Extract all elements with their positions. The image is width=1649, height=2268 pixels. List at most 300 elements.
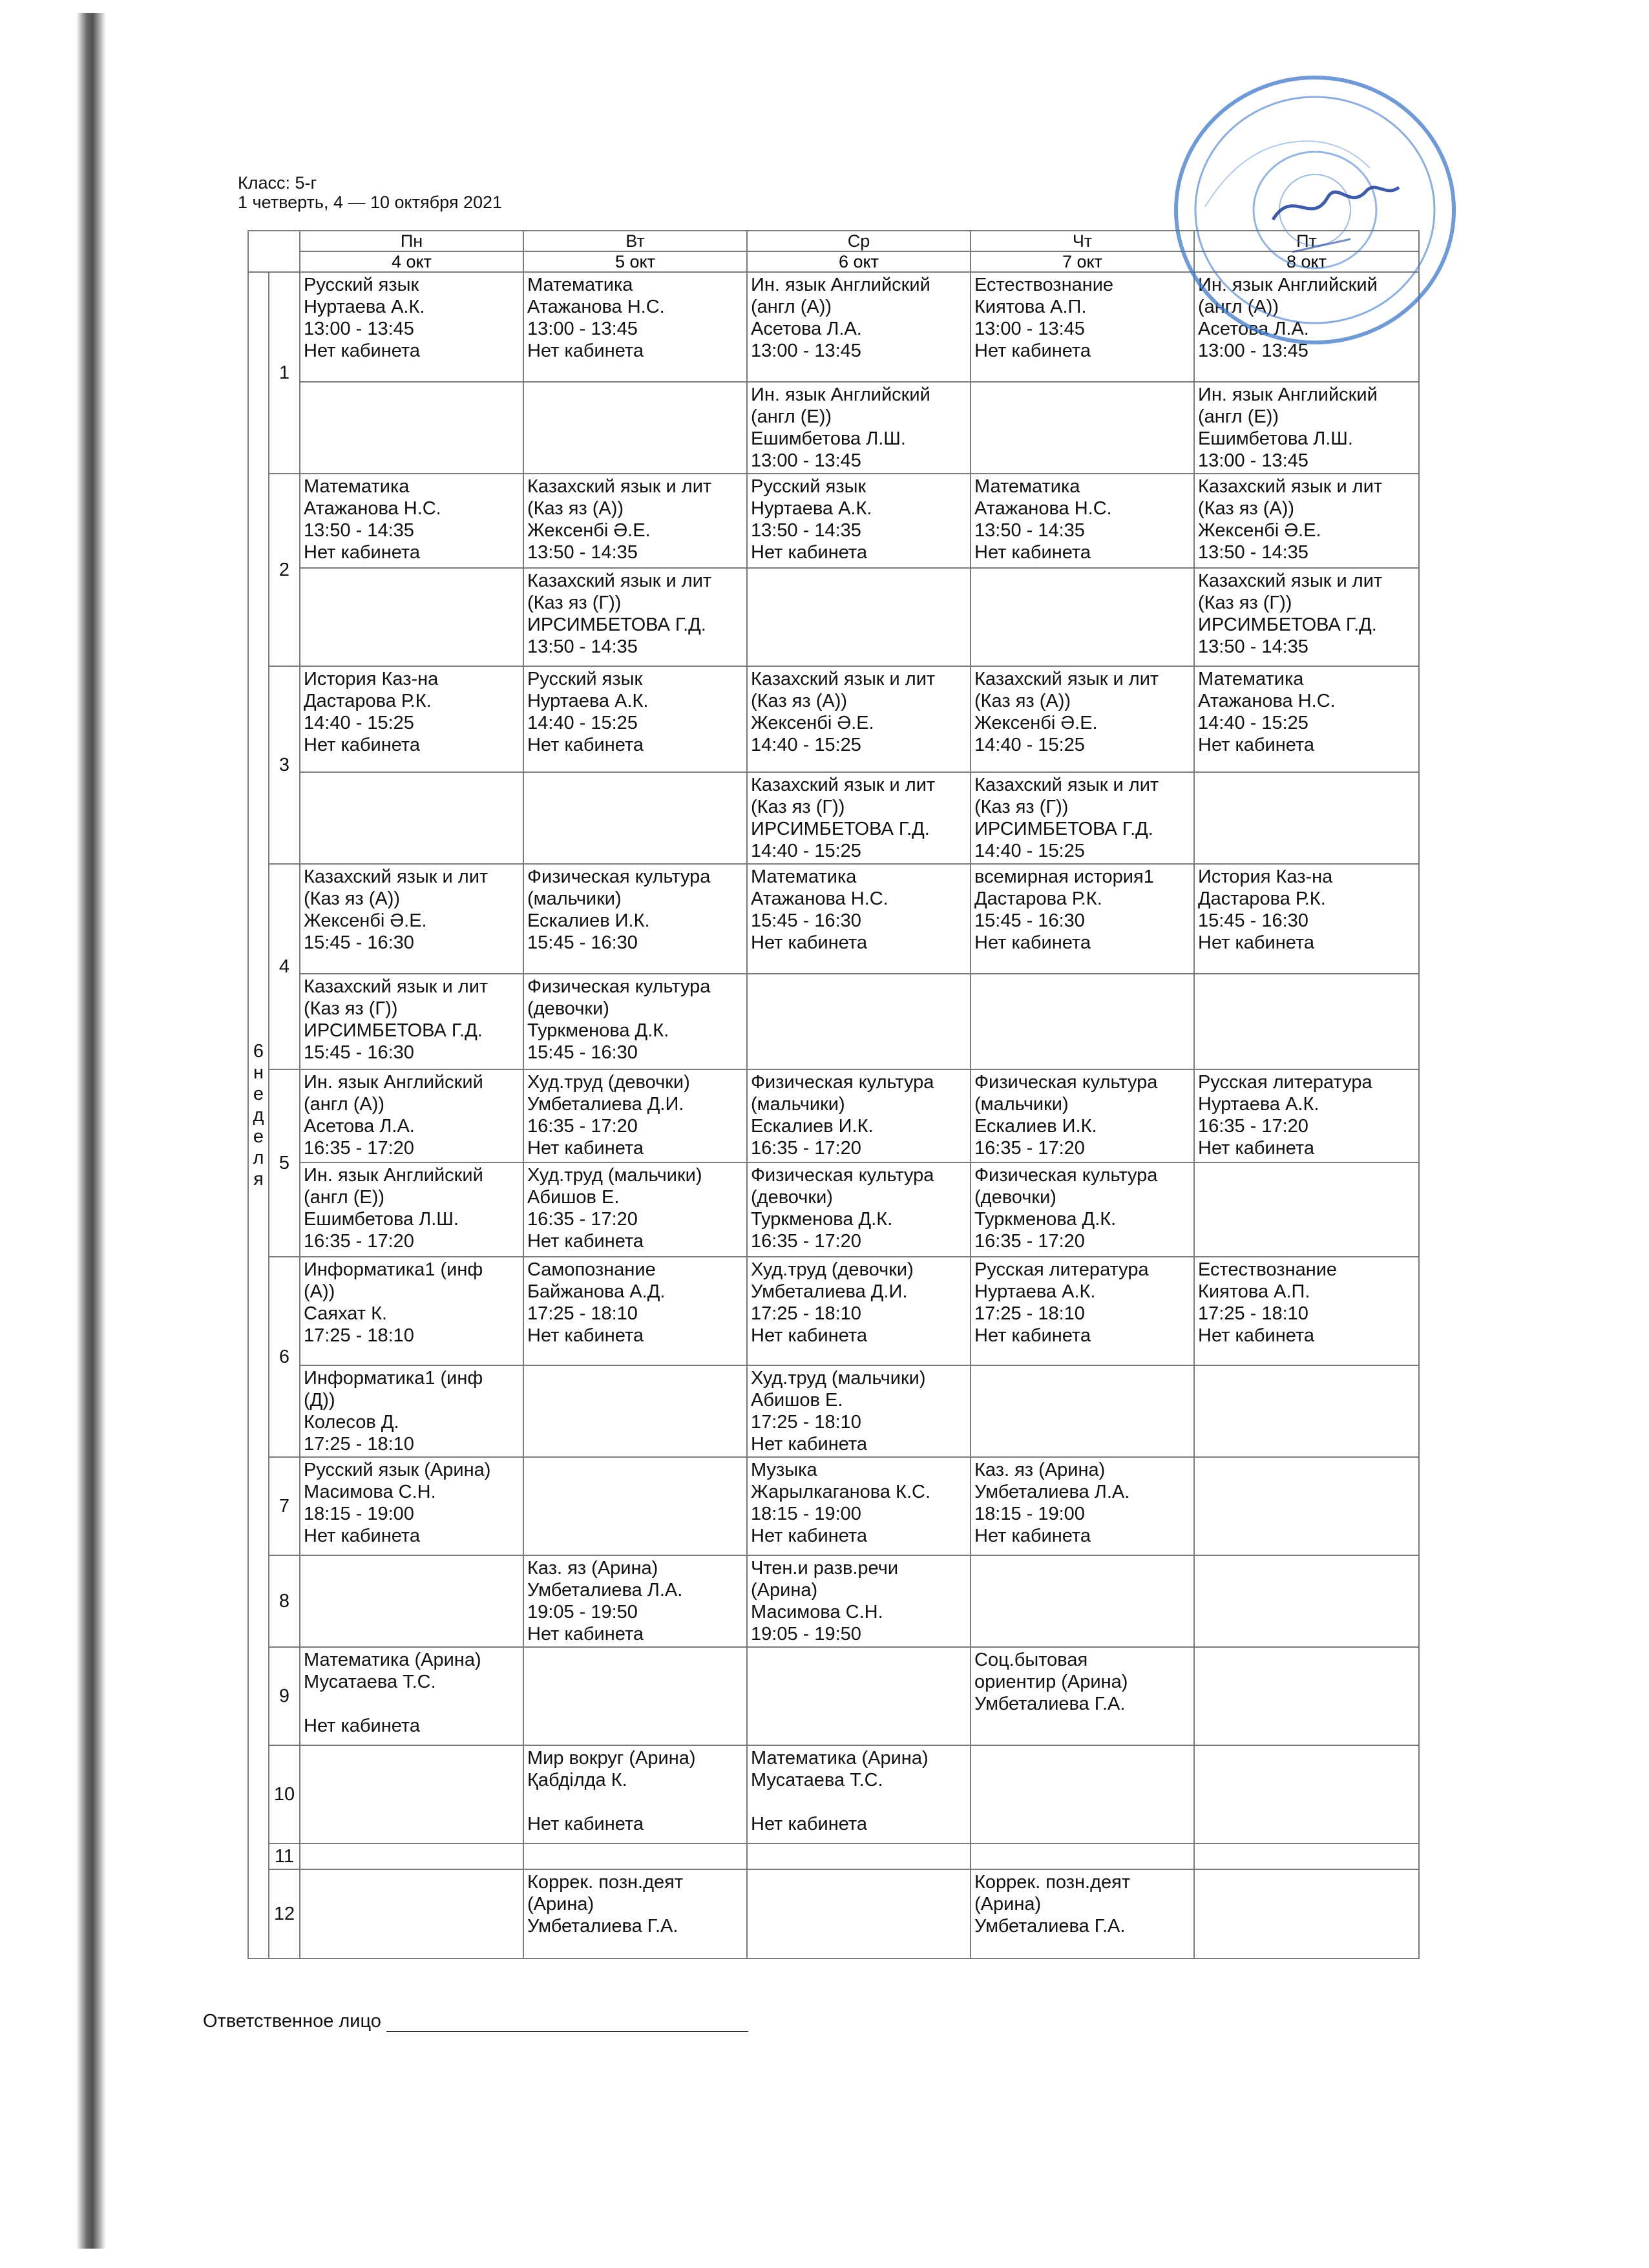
lesson-cell — [747, 1257, 971, 1365]
lesson-line: Нуртаева А.К. — [1198, 1094, 1319, 1115]
lesson-cell — [1194, 1843, 1419, 1869]
lesson-line: Жексенбі Ә.Е. — [974, 713, 1098, 733]
lesson-line: 17:25 - 18:10 — [751, 1412, 861, 1433]
lesson-line: (девочки) — [751, 1187, 833, 1208]
lesson-cell — [523, 666, 747, 772]
week-label-glyph: е — [253, 1083, 264, 1104]
lesson-line: (англ (А)) — [1198, 297, 1279, 317]
lesson-line: (англ (А)) — [751, 297, 832, 317]
lesson-line: 16:35 - 17:20 — [527, 1209, 638, 1230]
date-header: 5 окт — [523, 251, 747, 272]
lesson-cell — [747, 1869, 971, 1958]
lesson-cell — [747, 382, 971, 474]
lesson-cell — [523, 1162, 747, 1257]
lesson-line: 13:00 - 13:45 — [527, 319, 638, 339]
lesson-line: Мир вокруг (Арина) — [527, 1748, 696, 1769]
lesson-cell — [523, 1745, 747, 1843]
lesson-line: 16:35 - 17:20 — [304, 1138, 414, 1159]
lesson-line: Нет кабинета — [751, 542, 867, 563]
lesson-cell — [747, 474, 971, 568]
lesson-cell — [1194, 1555, 1419, 1647]
lesson-line — [527, 1791, 743, 1813]
lesson-line: Масимова С.Н. — [304, 1482, 436, 1502]
lesson-line: Асетова Л.А. — [1198, 319, 1309, 339]
day-header: Чт — [971, 231, 1194, 251]
lesson-line: Нет кабинета — [1198, 1325, 1314, 1346]
lesson-line: Умбеталиева Г.А. — [527, 1916, 678, 1937]
lesson-line: ИРСИМБЕТОВА Г.Д. — [974, 819, 1153, 839]
lesson-cell — [747, 1843, 971, 1869]
lesson-line: Казахский язык и лит — [1198, 571, 1383, 591]
date-header: 8 окт — [1194, 251, 1419, 272]
lesson-line: Нет кабинета — [527, 1138, 644, 1159]
document-header — [238, 173, 502, 212]
lesson-cell — [300, 1365, 523, 1457]
lesson-number: 6 — [269, 1257, 300, 1457]
lesson-line: Нет кабинета — [1198, 1138, 1314, 1159]
lesson-cell — [971, 1869, 1194, 1958]
lesson-line: (Каз яз (А)) — [304, 888, 401, 909]
lesson-line: Русский язык — [751, 476, 867, 497]
lesson-cell — [971, 1843, 1194, 1869]
week-label-glyph: 6 — [253, 1040, 264, 1062]
lesson-line: 15:45 - 16:30 — [527, 1042, 638, 1063]
lesson-cell — [523, 1869, 747, 1958]
lesson-line: 16:35 - 17:20 — [1198, 1116, 1308, 1137]
lesson-cell — [747, 1457, 971, 1555]
lesson-line: Русский язык — [527, 669, 643, 689]
lesson-cell — [1194, 1647, 1419, 1745]
lesson-line: Туркменова Д.К. — [751, 1209, 893, 1230]
lesson-line: Казахский язык и лит — [527, 476, 712, 497]
lesson-number: 7 — [269, 1457, 300, 1555]
lesson-cell — [523, 568, 747, 666]
lesson-line: Физическая культура — [974, 1165, 1158, 1186]
lesson-line: (Д)) — [304, 1390, 335, 1411]
week-label-glyph: е — [253, 1126, 264, 1147]
lesson-cell — [971, 382, 1194, 474]
lesson-number: 11 — [269, 1843, 300, 1869]
lesson-cell — [523, 1365, 747, 1457]
lesson-line: 17:25 - 18:10 — [527, 1303, 638, 1324]
lesson-line: Жексенбі Ә.Е. — [527, 520, 651, 541]
lesson-cell — [523, 1069, 747, 1162]
lesson-cell — [523, 272, 747, 382]
lesson-cell — [300, 382, 523, 474]
lesson-line: 17:25 - 18:10 — [304, 1325, 414, 1346]
lesson-line: Нет кабинета — [527, 1325, 644, 1346]
lesson-cell — [971, 1745, 1194, 1843]
responsible-person-line — [203, 2011, 748, 2032]
lesson-line: 18:15 - 19:00 — [304, 1504, 414, 1524]
lesson-cell — [971, 568, 1194, 666]
lesson-cell — [971, 1162, 1194, 1257]
lesson-cell — [300, 1457, 523, 1555]
lesson-cell — [1194, 666, 1419, 772]
lesson-line: Казахский язык и лит — [304, 866, 488, 887]
week-label-glyph: д — [253, 1104, 264, 1126]
lesson-line: Асетова Л.А. — [751, 319, 862, 339]
lesson-line: Русская литература — [974, 1259, 1149, 1280]
lesson-line: 15:45 - 16:30 — [974, 910, 1085, 931]
lesson-line: Ешимбетова Л.Ш. — [1198, 428, 1353, 449]
lesson-line: Нет кабинета — [304, 542, 420, 563]
lesson-cell — [300, 1162, 523, 1257]
lesson-line: Нет кабинета — [1198, 735, 1314, 755]
lesson-line: 13:00 - 13:45 — [751, 341, 861, 361]
lesson-line: Нет кабинета — [751, 1814, 867, 1834]
corner-cell — [248, 231, 300, 272]
lesson-line: Математика (Арина) — [751, 1748, 929, 1769]
lesson-line: Мусатаева Т.С. — [751, 1770, 883, 1790]
lesson-cell — [971, 974, 1194, 1069]
lesson-line: Атажанова Н.С. — [1198, 691, 1336, 711]
lesson-line: Умбеталиева Л.А. — [527, 1580, 683, 1601]
lesson-line: Қабділда К. — [527, 1770, 627, 1790]
lesson-number: 5 — [269, 1069, 300, 1257]
lesson-line: Коррек. позн.деят — [974, 1872, 1131, 1893]
lesson-line: 13:50 - 14:35 — [304, 520, 414, 541]
lesson-line: Нет кабинета — [527, 1624, 644, 1644]
lesson-line: Худ.труд (мальчики) — [751, 1368, 926, 1389]
lesson-line: Умбеталиева Д.И. — [751, 1281, 908, 1302]
lesson-number: 12 — [269, 1869, 300, 1958]
lesson-line: 15:45 - 16:30 — [527, 932, 638, 953]
lesson-line: Нет кабинета — [974, 1325, 1091, 1346]
lesson-line: Математика (Арина) — [304, 1650, 481, 1670]
lesson-line: Казахский язык и лит — [527, 571, 712, 591]
lesson-line: 13:00 - 13:45 — [751, 450, 861, 471]
lesson-line: Физическая культура — [751, 1072, 934, 1093]
lesson-line: Самопознание — [527, 1259, 656, 1280]
lesson-line: Каз. яз (Арина) — [974, 1460, 1106, 1480]
lesson-cell — [1194, 974, 1419, 1069]
day-header: Пн — [300, 231, 523, 251]
lesson-cell — [1194, 1869, 1419, 1958]
lesson-line: Худ.труд (мальчики) — [527, 1165, 702, 1186]
lesson-cell — [971, 864, 1194, 974]
lesson-line: (мальчики) — [974, 1094, 1069, 1115]
lesson-cell — [747, 568, 971, 666]
lesson-line: (Арина) — [751, 1580, 818, 1601]
lesson-cell — [300, 1647, 523, 1745]
lesson-line: 17:25 - 18:10 — [974, 1303, 1085, 1324]
lesson-line: Умбеталиева Г.А. — [974, 1916, 1126, 1937]
date-header: 4 окт — [300, 251, 523, 272]
lesson-line: (Каз яз (Г)) — [1198, 593, 1292, 613]
lesson-line: (Каз яз (Г)) — [304, 998, 398, 1019]
lesson-line: Умбеталиева Г.А. — [974, 1694, 1126, 1714]
lesson-line: ИРСИМБЕТОВА Г.Д. — [304, 1020, 483, 1041]
lesson-number: 3 — [269, 666, 300, 864]
lesson-line: Нуртаева А.К. — [974, 1281, 1096, 1302]
lesson-line: Туркменова Д.К. — [527, 1020, 669, 1041]
lesson-line: 19:05 - 19:50 — [527, 1602, 638, 1622]
lesson-line: 19:05 - 19:50 — [751, 1624, 861, 1644]
lesson-line: 15:45 - 16:30 — [304, 1042, 414, 1063]
lesson-cell — [523, 772, 747, 864]
lesson-line: Нет кабинета — [751, 1526, 867, 1546]
lesson-line: (А)) — [304, 1281, 335, 1302]
lesson-cell — [523, 1457, 747, 1555]
lesson-line: (Арина) — [527, 1894, 594, 1915]
lesson-line: Умбеталиева Л.А. — [974, 1482, 1130, 1502]
lesson-line: Нет кабинета — [527, 735, 644, 755]
lesson-cell — [300, 974, 523, 1069]
lesson-line: Ин. язык Английский — [1198, 384, 1378, 405]
lesson-line: Ин. язык Английский — [1198, 275, 1378, 295]
week-label-glyph: н — [253, 1062, 264, 1083]
lesson-number: 1 — [269, 272, 300, 474]
week-label — [251, 1041, 266, 1190]
lesson-cell — [300, 568, 523, 666]
lesson-cell — [971, 1457, 1194, 1555]
lesson-cell — [747, 1069, 971, 1162]
lesson-cell — [300, 666, 523, 772]
lesson-line: Музыка — [751, 1460, 817, 1480]
lesson-cell — [523, 1555, 747, 1647]
lesson-line: Нет кабинета — [974, 932, 1091, 953]
date-header: 7 окт — [971, 251, 1194, 272]
lesson-cell — [300, 1069, 523, 1162]
lesson-line: 14:40 - 15:25 — [527, 713, 638, 733]
lesson-line: Нет кабинета — [304, 341, 420, 361]
lesson-cell — [300, 772, 523, 864]
lesson-line: (англ (Е)) — [304, 1187, 385, 1208]
lesson-line: Нет кабинета — [974, 341, 1091, 361]
lesson-line: Киятова А.П. — [974, 297, 1087, 317]
lesson-line: 13:00 - 13:45 — [304, 319, 414, 339]
lesson-line: (девочки) — [974, 1187, 1056, 1208]
lesson-line: Киятова А.П. — [1198, 1281, 1310, 1302]
lesson-line: Ин. язык Английский — [304, 1165, 483, 1186]
period-line: 1 четверть, 4 — 10 октября 2021 — [238, 193, 503, 212]
lesson-line: Нет кабинета — [527, 1814, 644, 1834]
lesson-line: (Каз яз (Г)) — [527, 593, 622, 613]
lesson-line: 18:15 - 19:00 — [751, 1504, 861, 1524]
week-label-glyph: л — [253, 1147, 264, 1168]
lesson-line: Атажанова Н.С. — [527, 297, 665, 317]
lesson-line: Атажанова Н.С. — [751, 888, 888, 909]
signature-line — [386, 2011, 748, 2032]
lesson-cell — [300, 1869, 523, 1958]
lesson-line: (Каз яз (А)) — [751, 691, 848, 711]
lesson-line: Чтен.и разв.речи — [751, 1558, 899, 1579]
lesson-line: 17:25 - 18:10 — [751, 1303, 861, 1324]
lesson-line: Каз. яз (Арина) — [527, 1558, 658, 1579]
lesson-line: Туркменова Д.К. — [974, 1209, 1117, 1230]
lesson-line: Физическая культура — [751, 1165, 934, 1186]
lesson-line: Физическая культура — [527, 866, 711, 887]
official-seal-stamp — [1144, 58, 1480, 362]
lesson-cell — [747, 864, 971, 974]
lesson-cell — [300, 1745, 523, 1843]
lesson-line: Информатика1 (инф — [304, 1259, 483, 1280]
lesson-number: 8 — [269, 1555, 300, 1647]
lesson-line: (англ (Е)) — [1198, 406, 1279, 427]
lesson-line: 17:25 - 18:10 — [1198, 1303, 1308, 1324]
lesson-line: (Каз яз (Г)) — [751, 797, 845, 817]
lesson-line: Ескалиев И.К. — [974, 1116, 1097, 1137]
lesson-line: (Каз яз (Г)) — [974, 797, 1069, 817]
lesson-cell — [300, 1555, 523, 1647]
lesson-line: (Каз яз (А)) — [527, 498, 624, 519]
lesson-cell — [747, 666, 971, 772]
lesson-line: Информатика1 (инф — [304, 1368, 483, 1389]
lesson-cell — [300, 1257, 523, 1365]
lesson-line — [751, 1791, 967, 1813]
lesson-line: Дастарова Р.К. — [304, 691, 432, 711]
responsible-person-label: Ответственное лицо — [203, 2011, 381, 2032]
lesson-line: ИРСИМБЕТОВА Г.Д. — [1198, 614, 1377, 635]
lesson-cell — [523, 382, 747, 474]
lesson-number: 9 — [269, 1647, 300, 1745]
lesson-line: (Арина) — [974, 1894, 1042, 1915]
lesson-line: (девочки) — [527, 998, 609, 1019]
lesson-line: Ин. язык Английский — [751, 275, 930, 295]
lesson-cell — [1194, 1457, 1419, 1555]
lesson-line: 13:50 - 14:35 — [1198, 542, 1308, 563]
lesson-cell — [747, 1162, 971, 1257]
lesson-cell — [747, 1647, 971, 1745]
lesson-line: Масимова С.Н. — [751, 1602, 883, 1622]
week-label-cell — [248, 272, 269, 1958]
lesson-line — [304, 1693, 520, 1715]
lesson-number: 10 — [269, 1745, 300, 1843]
lesson-line: 13:00 - 13:45 — [1198, 341, 1308, 361]
week-label-glyph: я — [253, 1168, 264, 1190]
lesson-line: Атажанова Н.С. — [974, 498, 1112, 519]
lesson-line: Умбеталиева Д.И. — [527, 1094, 684, 1115]
lesson-line: Нет кабинета — [304, 1526, 420, 1546]
lesson-cell — [523, 1647, 747, 1745]
lesson-line: Ин. язык Английский — [304, 1072, 483, 1093]
lesson-cell — [971, 1257, 1194, 1365]
lesson-line: Коррек. позн.деят — [527, 1872, 684, 1893]
lesson-cell — [747, 1365, 971, 1457]
lesson-line: 15:45 - 16:30 — [751, 910, 861, 931]
date-header: 6 окт — [747, 251, 971, 272]
lesson-line: Русский язык (Арина) — [304, 1460, 491, 1480]
lesson-line: Нет кабинета — [527, 1231, 644, 1252]
lesson-line: Казахский язык и лит — [751, 669, 936, 689]
lesson-cell — [1194, 772, 1419, 864]
lesson-line: Естествознание — [974, 275, 1114, 295]
lesson-line: 16:35 - 17:20 — [751, 1138, 861, 1159]
lesson-cell — [971, 1647, 1194, 1745]
lesson-line: 13:50 - 14:35 — [527, 636, 638, 657]
lesson-cell — [523, 864, 747, 974]
lesson-line: Атажанова Н.С. — [304, 498, 441, 519]
lesson-line: 13:50 - 14:35 — [527, 542, 638, 563]
lesson-line: Казахский язык и лит — [751, 775, 936, 795]
lesson-line: Нет кабинета — [974, 1526, 1091, 1546]
lesson-cell — [971, 666, 1194, 772]
lesson-line: Нуртаева А.К. — [751, 498, 872, 519]
lesson-cell — [747, 772, 971, 864]
lesson-cell — [1194, 1365, 1419, 1457]
lesson-line: Русский язык — [304, 275, 419, 295]
lesson-line: 13:00 - 13:45 — [1198, 450, 1308, 471]
lesson-line: Физическая культура — [527, 976, 711, 997]
lesson-line: Худ.труд (девочки) — [527, 1072, 690, 1093]
lesson-line: ориентир (Арина) — [974, 1672, 1128, 1692]
lesson-cell — [300, 272, 523, 382]
lesson-line: Математика — [751, 866, 857, 887]
lesson-cell — [971, 1069, 1194, 1162]
lesson-line: (англ (Е)) — [751, 406, 832, 427]
lesson-line: Дастарова Р.К. — [974, 888, 1102, 909]
lesson-line: 14:40 - 15:25 — [751, 735, 861, 755]
lesson-line: (Каз яз (А)) — [1198, 498, 1295, 519]
lesson-line: Математика — [974, 476, 1080, 497]
lesson-cell — [1194, 568, 1419, 666]
lesson-line: 16:35 - 17:20 — [527, 1116, 638, 1137]
scan-edge-shadow — [76, 13, 106, 2249]
lesson-line: Абишов Е. — [527, 1187, 620, 1208]
lesson-line: Ешимбетова Л.Ш. — [304, 1209, 459, 1230]
lesson-line: Ин. язык Английский — [751, 384, 930, 405]
lesson-line: Соц.бытовая — [974, 1650, 1088, 1670]
lesson-line: 16:35 - 17:20 — [304, 1231, 414, 1252]
lesson-line: 16:35 - 17:20 — [974, 1138, 1085, 1159]
lesson-line: Жексенбі Ә.Е. — [751, 713, 874, 733]
lesson-line: Математика — [527, 275, 633, 295]
lesson-line: Нет кабинета — [751, 1434, 867, 1454]
lesson-line: Колесов Д. — [304, 1412, 399, 1433]
lesson-cell — [300, 864, 523, 974]
class-line: Класс: 5-г — [238, 173, 317, 193]
lesson-cell — [747, 974, 971, 1069]
lesson-line: (мальчики) — [527, 888, 622, 909]
lesson-line: (англ (А)) — [304, 1094, 385, 1115]
lesson-cell — [523, 974, 747, 1069]
lesson-line: Абишов Е. — [751, 1390, 843, 1411]
lesson-line: 14:40 - 15:25 — [304, 713, 414, 733]
lesson-line: Казахский язык и лит — [974, 775, 1159, 795]
lesson-line: Нет кабинета — [304, 1716, 420, 1736]
lesson-line: Дастарова Р.К. — [1198, 888, 1326, 909]
lesson-cell — [523, 474, 747, 568]
lesson-line: 13:00 - 13:45 — [974, 319, 1085, 339]
lesson-cell — [1194, 1162, 1419, 1257]
lesson-line: 13:50 - 14:35 — [974, 520, 1085, 541]
lesson-line: Мусатаева Т.С. — [304, 1672, 436, 1692]
lesson-line: Естествознание — [1198, 1259, 1338, 1280]
lesson-line: 14:40 - 15:25 — [974, 735, 1085, 755]
lesson-line: Ескалиев И.К. — [527, 910, 650, 931]
lesson-line: 13:50 - 14:35 — [751, 520, 861, 541]
lesson-line: История Каз-на — [304, 669, 439, 689]
lesson-cell — [300, 1843, 523, 1869]
lesson-cell — [971, 1365, 1194, 1457]
lesson-line: Казахский язык и лит — [974, 669, 1159, 689]
lesson-line: (Каз яз (А)) — [974, 691, 1071, 711]
lesson-line: Казахский язык и лит — [1198, 476, 1383, 497]
lesson-cell — [1194, 474, 1419, 568]
lesson-cell — [1194, 1069, 1419, 1162]
lesson-line: ИРСИМБЕТОВА Г.Д. — [751, 819, 930, 839]
lesson-line: Ешимбетова Л.Ш. — [751, 428, 906, 449]
schedule-table — [247, 230, 1420, 1959]
lesson-line: Нет кабинета — [1198, 932, 1314, 953]
lesson-line: Математика — [304, 476, 410, 497]
lesson-cell — [971, 1555, 1194, 1647]
lesson-cell — [1194, 382, 1419, 474]
lesson-line: Нет кабинета — [751, 1325, 867, 1346]
lesson-line: Казахский язык и лит — [304, 976, 488, 997]
lesson-line: 17:25 - 18:10 — [304, 1434, 414, 1454]
